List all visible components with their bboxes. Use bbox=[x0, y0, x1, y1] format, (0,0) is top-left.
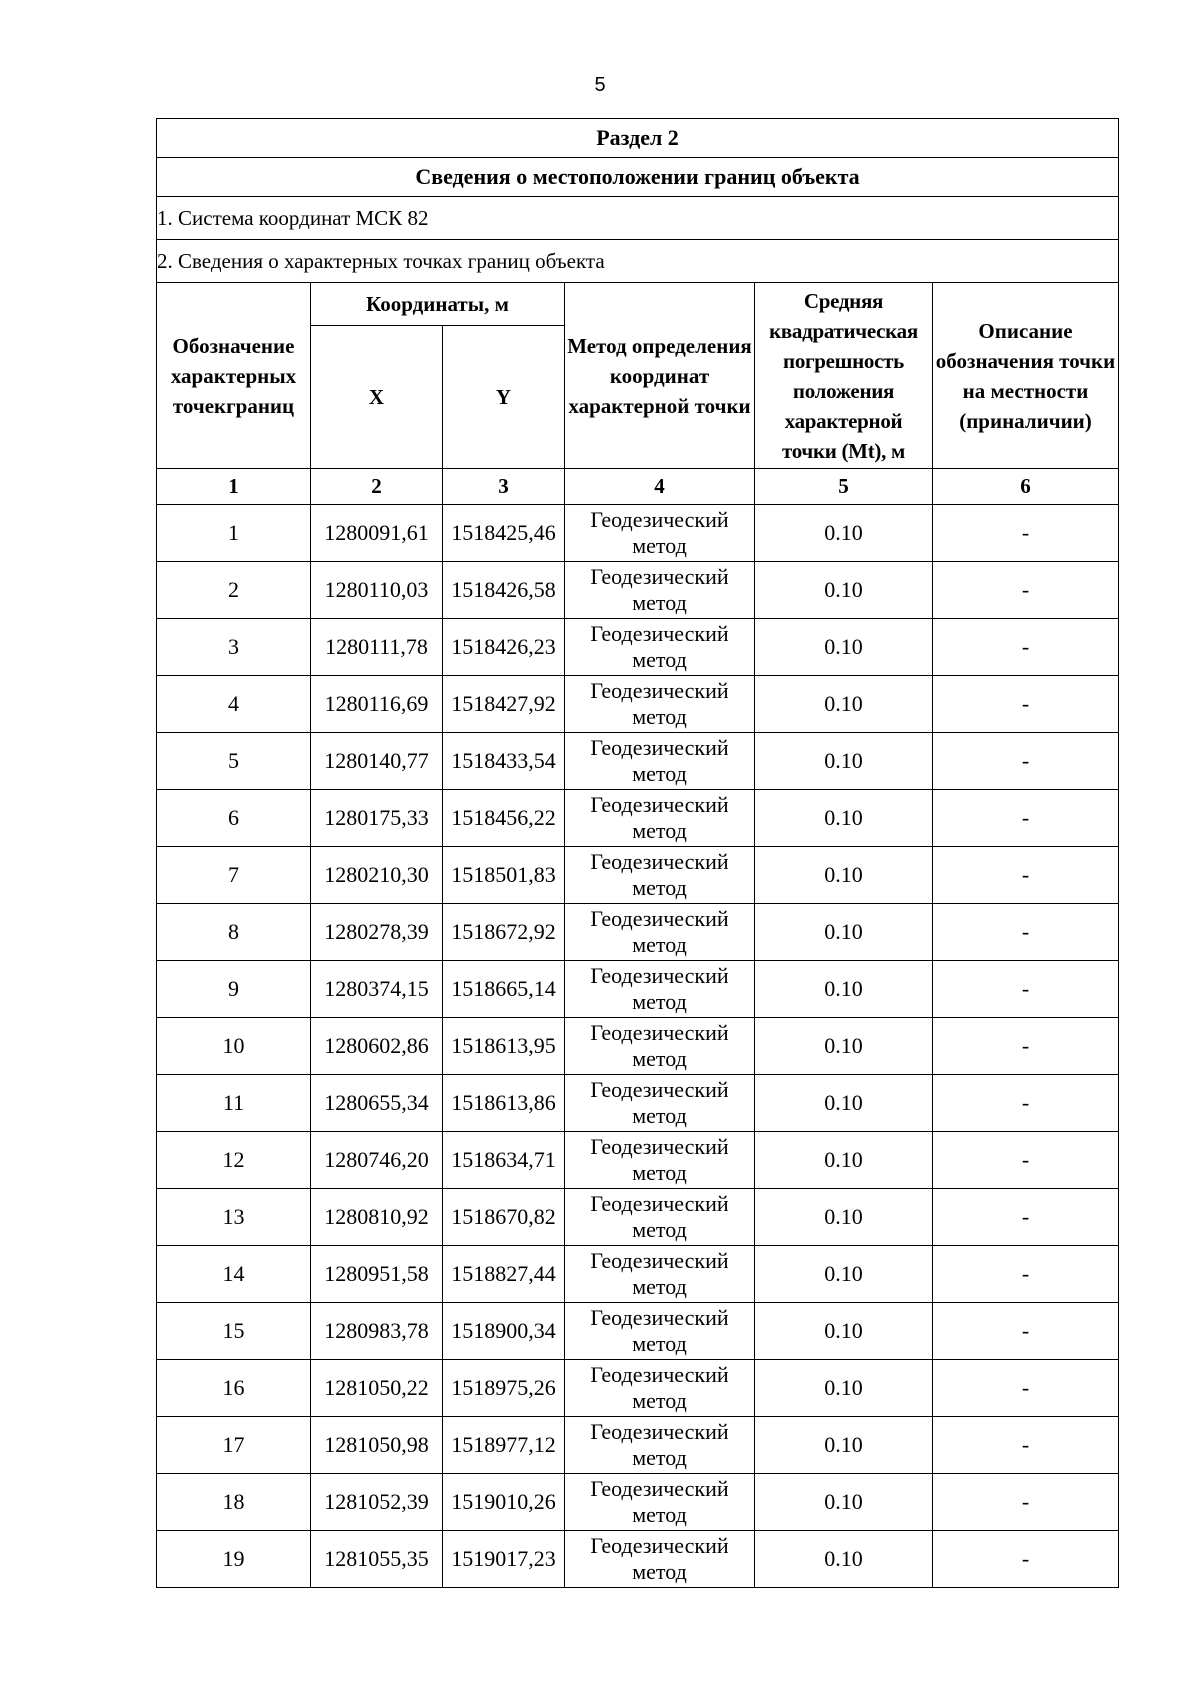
header-error: Средняя квадратическая погрешность положения характерной точки (Mt), м bbox=[755, 283, 933, 469]
table-row bbox=[157, 1018, 1119, 1075]
x-coordinate-cell: 1280111,78 bbox=[311, 619, 443, 676]
table-row bbox=[157, 562, 1119, 619]
x-coordinate-cell: 1281052,39 bbox=[311, 1474, 443, 1531]
y-coordinate-cell: 1519010,26 bbox=[443, 1474, 565, 1531]
point-number-cell: 15 bbox=[157, 1303, 311, 1360]
error-cell: 0.10 bbox=[755, 847, 933, 904]
points-heading: 2. Сведения о характерных точках границ объекта bbox=[157, 240, 1119, 283]
x-coordinate-cell: 1281050,22 bbox=[311, 1360, 443, 1417]
point-number-cell: 10 bbox=[157, 1018, 311, 1075]
description-cell: - bbox=[933, 790, 1119, 847]
y-coordinate-cell: 1518634,71 bbox=[443, 1132, 565, 1189]
method-cell: Геодезический метод bbox=[565, 1417, 755, 1474]
description-cell: - bbox=[933, 1189, 1119, 1246]
table-row bbox=[157, 847, 1119, 904]
error-cell: 0.10 bbox=[755, 1018, 933, 1075]
table-row bbox=[157, 790, 1119, 847]
column-number: 3 bbox=[443, 469, 565, 505]
y-coordinate-cell: 1518827,44 bbox=[443, 1246, 565, 1303]
header-method: Метод определения координат характерной точки bbox=[565, 283, 755, 469]
point-number-cell: 17 bbox=[157, 1417, 311, 1474]
point-number-cell: 13 bbox=[157, 1189, 311, 1246]
table-row bbox=[157, 505, 1119, 562]
method-cell: Геодезический метод bbox=[565, 961, 755, 1018]
error-cell: 0.10 bbox=[755, 961, 933, 1018]
point-number-cell: 8 bbox=[157, 904, 311, 961]
method-cell: Геодезический метод bbox=[565, 1531, 755, 1588]
x-coordinate-cell: 1280175,33 bbox=[311, 790, 443, 847]
description-cell: - bbox=[933, 1474, 1119, 1531]
y-coordinate-cell: 1518977,12 bbox=[443, 1417, 565, 1474]
coord-system: 1. Система координат МСК 82 bbox=[157, 197, 1119, 240]
point-number-cell: 2 bbox=[157, 562, 311, 619]
error-cell: 0.10 bbox=[755, 790, 933, 847]
table-row bbox=[157, 1189, 1119, 1246]
method-cell: Геодезический метод bbox=[565, 676, 755, 733]
column-number: 1 bbox=[157, 469, 311, 505]
header-coordinates: Координаты, м bbox=[311, 283, 565, 326]
description-cell: - bbox=[933, 1360, 1119, 1417]
point-number-cell: 6 bbox=[157, 790, 311, 847]
error-cell: 0.10 bbox=[755, 1531, 933, 1588]
table-row bbox=[157, 619, 1119, 676]
description-cell: - bbox=[933, 847, 1119, 904]
y-coordinate-cell: 1518613,86 bbox=[443, 1075, 565, 1132]
x-coordinate-cell: 1280210,30 bbox=[311, 847, 443, 904]
method-cell: Геодезический метод bbox=[565, 1360, 755, 1417]
column-numbers-row bbox=[157, 469, 1119, 505]
error-cell: 0.10 bbox=[755, 676, 933, 733]
error-cell: 0.10 bbox=[755, 1360, 933, 1417]
description-cell: - bbox=[933, 1075, 1119, 1132]
x-coordinate-cell: 1280655,34 bbox=[311, 1075, 443, 1132]
table-row bbox=[157, 1360, 1119, 1417]
point-number-cell: 5 bbox=[157, 733, 311, 790]
x-coordinate-cell: 1281050,98 bbox=[311, 1417, 443, 1474]
y-coordinate-cell: 1518975,26 bbox=[443, 1360, 565, 1417]
y-coordinate-cell: 1518427,92 bbox=[443, 676, 565, 733]
x-coordinate-cell: 1280116,69 bbox=[311, 676, 443, 733]
method-cell: Геодезический метод bbox=[565, 1246, 755, 1303]
error-cell: 0.10 bbox=[755, 562, 933, 619]
y-coordinate-cell: 1518900,34 bbox=[443, 1303, 565, 1360]
description-cell: - bbox=[933, 1531, 1119, 1588]
y-coordinate-cell: 1518433,54 bbox=[443, 733, 565, 790]
x-coordinate-cell: 1280746,20 bbox=[311, 1132, 443, 1189]
method-cell: Геодезический метод bbox=[565, 1303, 755, 1360]
description-cell: - bbox=[933, 1018, 1119, 1075]
description-cell: - bbox=[933, 1246, 1119, 1303]
y-coordinate-cell: 1518665,14 bbox=[443, 961, 565, 1018]
method-cell: Геодезический метод bbox=[565, 733, 755, 790]
table-row bbox=[157, 733, 1119, 790]
x-coordinate-cell: 1280983,78 bbox=[311, 1303, 443, 1360]
boundary-points-table bbox=[156, 118, 1119, 1588]
description-cell: - bbox=[933, 505, 1119, 562]
error-cell: 0.10 bbox=[755, 1246, 933, 1303]
table-row bbox=[157, 676, 1119, 733]
description-cell: - bbox=[933, 1132, 1119, 1189]
x-coordinate-cell: 1280091,61 bbox=[311, 505, 443, 562]
column-number: 2 bbox=[311, 469, 443, 505]
y-coordinate-cell: 1518613,95 bbox=[443, 1018, 565, 1075]
method-cell: Геодезический метод bbox=[565, 619, 755, 676]
description-cell: - bbox=[933, 904, 1119, 961]
method-cell: Геодезический метод bbox=[565, 1474, 755, 1531]
column-number: 4 bbox=[565, 469, 755, 505]
description-cell: - bbox=[933, 676, 1119, 733]
column-number: 5 bbox=[755, 469, 933, 505]
point-number-cell: 14 bbox=[157, 1246, 311, 1303]
error-cell: 0.10 bbox=[755, 1474, 933, 1531]
x-coordinate-cell: 1280602,86 bbox=[311, 1018, 443, 1075]
method-cell: Геодезический метод bbox=[565, 904, 755, 961]
point-number-cell: 18 bbox=[157, 1474, 311, 1531]
x-coordinate-cell: 1280110,03 bbox=[311, 562, 443, 619]
table-row bbox=[157, 1132, 1119, 1189]
page-number: 5 bbox=[594, 74, 606, 96]
y-coordinate-cell: 1518456,22 bbox=[443, 790, 565, 847]
point-number-cell: 3 bbox=[157, 619, 311, 676]
section-title: Раздел 2 bbox=[157, 119, 1119, 158]
error-cell: 0.10 bbox=[755, 619, 933, 676]
method-cell: Геодезический метод bbox=[565, 1018, 755, 1075]
point-number-cell: 11 bbox=[157, 1075, 311, 1132]
point-number-cell: 9 bbox=[157, 961, 311, 1018]
y-coordinate-cell: 1518426,23 bbox=[443, 619, 565, 676]
table-row bbox=[157, 1303, 1119, 1360]
header-description: Описание обозначения точки на местности (приналичии) bbox=[933, 283, 1119, 469]
point-number-cell: 16 bbox=[157, 1360, 311, 1417]
table-row bbox=[157, 1531, 1119, 1588]
error-cell: 0.10 bbox=[755, 904, 933, 961]
y-coordinate-cell: 1518672,92 bbox=[443, 904, 565, 961]
table-row bbox=[157, 1474, 1119, 1531]
point-number-cell: 12 bbox=[157, 1132, 311, 1189]
point-number-cell: 1 bbox=[157, 505, 311, 562]
method-cell: Геодезический метод bbox=[565, 505, 755, 562]
description-cell: - bbox=[933, 619, 1119, 676]
column-number: 6 bbox=[933, 469, 1119, 505]
description-cell: - bbox=[933, 1303, 1119, 1360]
error-cell: 0.10 bbox=[755, 1075, 933, 1132]
description-cell: - bbox=[933, 961, 1119, 1018]
point-number-cell: 7 bbox=[157, 847, 311, 904]
error-cell: 0.10 bbox=[755, 733, 933, 790]
x-coordinate-cell: 1280278,39 bbox=[311, 904, 443, 961]
error-cell: 0.10 bbox=[755, 1303, 933, 1360]
y-coordinate-cell: 1518425,46 bbox=[443, 505, 565, 562]
x-coordinate-cell: 1280374,15 bbox=[311, 961, 443, 1018]
header-x: X bbox=[311, 326, 443, 469]
y-coordinate-cell: 1518501,83 bbox=[443, 847, 565, 904]
y-coordinate-cell: 1519017,23 bbox=[443, 1531, 565, 1588]
x-coordinate-cell: 1281055,35 bbox=[311, 1531, 443, 1588]
y-coordinate-cell: 1518670,82 bbox=[443, 1189, 565, 1246]
x-coordinate-cell: 1280951,58 bbox=[311, 1246, 443, 1303]
method-cell: Геодезический метод bbox=[565, 847, 755, 904]
table-row bbox=[157, 1246, 1119, 1303]
point-number-cell: 4 bbox=[157, 676, 311, 733]
table-row bbox=[157, 961, 1119, 1018]
description-cell: - bbox=[933, 1417, 1119, 1474]
section-subtitle: Сведения о местоположении границ объекта bbox=[157, 158, 1119, 197]
method-cell: Геодезический метод bbox=[565, 1075, 755, 1132]
error-cell: 0.10 bbox=[755, 1189, 933, 1246]
table-row bbox=[157, 1417, 1119, 1474]
method-cell: Геодезический метод bbox=[565, 1189, 755, 1246]
method-cell: Геодезический метод bbox=[565, 790, 755, 847]
y-coordinate-cell: 1518426,58 bbox=[443, 562, 565, 619]
table-row bbox=[157, 904, 1119, 961]
header-y: Y bbox=[443, 326, 565, 469]
error-cell: 0.10 bbox=[755, 1417, 933, 1474]
point-number-cell: 19 bbox=[157, 1531, 311, 1588]
error-cell: 0.10 bbox=[755, 1132, 933, 1189]
header-designation: Обозначение характерных точекграниц bbox=[157, 283, 311, 469]
description-cell: - bbox=[933, 562, 1119, 619]
x-coordinate-cell: 1280810,92 bbox=[311, 1189, 443, 1246]
method-cell: Геодезический метод bbox=[565, 562, 755, 619]
description-cell: - bbox=[933, 733, 1119, 790]
method-cell: Геодезический метод bbox=[565, 1132, 755, 1189]
error-cell: 0.10 bbox=[755, 505, 933, 562]
table-row bbox=[157, 1075, 1119, 1132]
x-coordinate-cell: 1280140,77 bbox=[311, 733, 443, 790]
